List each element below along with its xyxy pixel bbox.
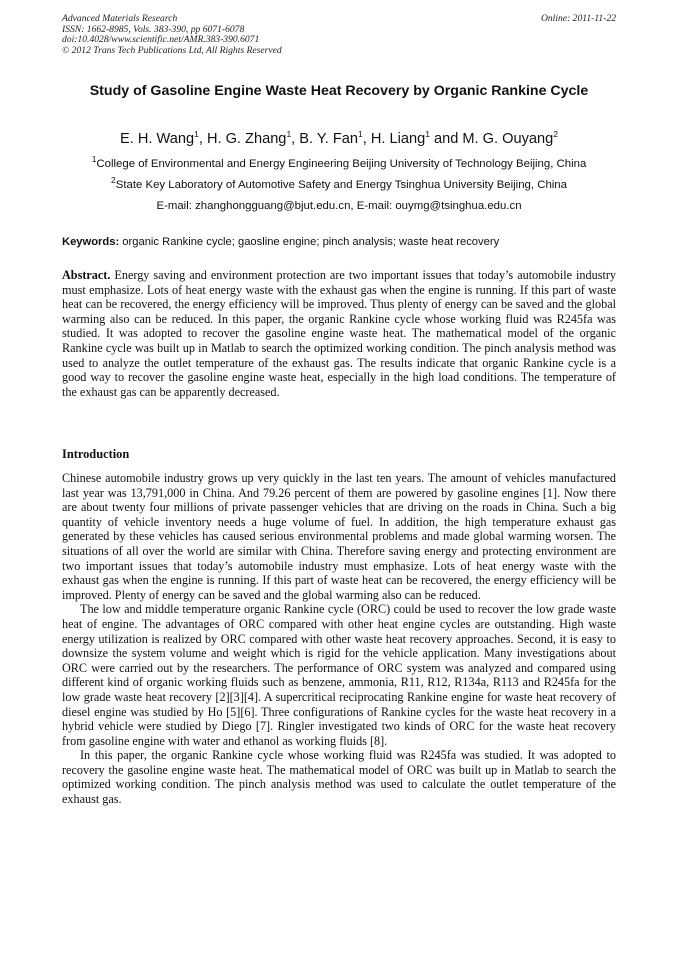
journal-header [62,14,616,56]
online-date: Online: 2011-11-22 [540,13,616,24]
keywords-label: Keywords: [62,236,120,248]
author-name: H. Liang [370,131,426,147]
author-affiliation-mark: 1 [425,129,430,140]
author-name: B. Y. Fan [299,131,358,147]
author-affiliation-mark: 2 [553,129,558,140]
author-name: M. G. Ouyang [462,131,554,147]
abstract-label: Abstract. [62,268,111,282]
author-affiliation-mark: 1 [194,129,199,140]
keywords [62,235,616,249]
affiliation-1: $^1$College of Environmental and Energy Engineering Beijing University of Technology Beijing, China [91,154,587,170]
affiliation-2: $^2$State Key Laboratory of Automotive Safety and Energy Tsinghua University Beijing, China [111,175,567,191]
paragraph: The low and middle temperature organic Rankine cycle (ORC) could be used to recover the low grade waste heat of engine. The advantages of ORC compared with other heat engine cycles are outstanding. High waste energy utilization is realized by ORC compared with other waste heat recovery approaches. Second, it is easy to downsize the system volume and weight which is rigid for the vehicle application. Many investigations about ORC were carried out by the researchers. The performance of ORC system was analyzed and compared using different kind of organic working fluids such as benzene, ammonia, R11, R12, R134a, R113 and R245fa for the low grade waste heat recovery [2][3][4]. A supercritical reciprocating Rankine engine for waste heat recovery of diesel engine was studied by Ho [5][6]. Three configurations of Rankine cycles for the waste heat recovery in a hybrid vehicle were studied by Diego [7]. Ringler investigated two kinds of ORC for the waste heat recovery from gasoline engine with water and ethanol as working fluids [8]. [62,602,616,748]
author-affiliation-mark: 1 [286,129,292,140]
email-line[interactable]: E-mail: zhanghongguang@bjut.edu.cn, E-mail: ouymg@tsinghua.edu.cn [156,200,522,212]
abstract-text: Energy saving and environment protection are two important issues that today’s automobile industry must emphasize. Lots of heat energy waste with the exhaust gas when the engine is running. If this part of waste heat can be recovered, the energy efficiency will be improved. Thus plenty of energy can be saved and the global warming also can be reduced. In this paper, the organic Rankine cycle whose working fluid was R245fa was studied. It was adopted to recover the gasoline engine waste heat. The mathematical model of the organic Rankine cycle was built up in Matlab to search the optimized working condition. The pinch analysis method was used to analyze the outlet temperature of the exhaust gas. The results indicate that organic Rankine cycle is a good way to recover the gasoline engine waste heat, especially in the high load conditions. The temperature of the exhaust gas can be apparently decreased. [62,268,616,399]
issn-line: ISSN: 1662-8985, Vols. 383-390, pp 6071-6078 [62,23,245,35]
paper-title: Study of Gasoline Engine Waste Heat Recovery by Organic Rankine Cycle [89,83,589,99]
author-name: H. G. Zhang [206,131,287,147]
author-affiliation-mark: 1 [357,129,363,140]
introduction-body [62,471,616,807]
paragraph: Chinese automobile industry grows up very quickly in the last ten years. The amount of vehicles manufactured last year was 13,791,000 in China. And 79.26 percent of them are powered by gasoline engines [1]. Now there are about twenty four millions of private passenger vehicles that are driving on the roads in China. Such a big quantity of vehicle inventory needs a huge volume of fuel. In addition, the high temperature exhaust gas generated by these vehicles has caused serious environmental problems and made global warming worsen. The situations of all over the world are similar with China. Therefore saving energy and protecting environment are two important issues that today’s automobile industry must emphasize. Lots of heat energy waste with the exhaust gas when the engine is running. If this part of waste heat can be recovered, the energy efficiency will be improved. Plenty of energy can be saved and the global warming also can be reduced. [62,471,616,602]
copyright-line: © 2012 Trans Tech Publications Ltd, All Rights Reserved [62,44,282,56]
paragraph: In this paper, the organic Rankine cycle whose working fluid was R245fa was studied. It was adopted to recovery the gasoline engine waste heat. The mathematical model of ORC was built up in Matlab to search the optimized working condition. The pinch analysis method was used to calculate the outlet temperature of the exhaust gas. [62,748,616,807]
doi-line[interactable]: doi:10.4028/www.scientific.net/AMR.383-390.6071 [62,34,260,46]
section-heading-introduction: Introduction [62,447,130,461]
author-name: E. H. Wang [120,131,195,147]
author-list: E. H. Wang$^1$, H. G. Zhang$^1$, B. Y. Fan$^1$, H. Liang$^1$ and M. G. Ouyang$^2$ [120,129,558,147]
keywords-text: organic Rankine cycle; gaosline engine; pinch analysis; waste heat recovery [119,236,500,248]
abstract [62,268,616,399]
journal-name: Advanced Materials Research [62,13,178,24]
